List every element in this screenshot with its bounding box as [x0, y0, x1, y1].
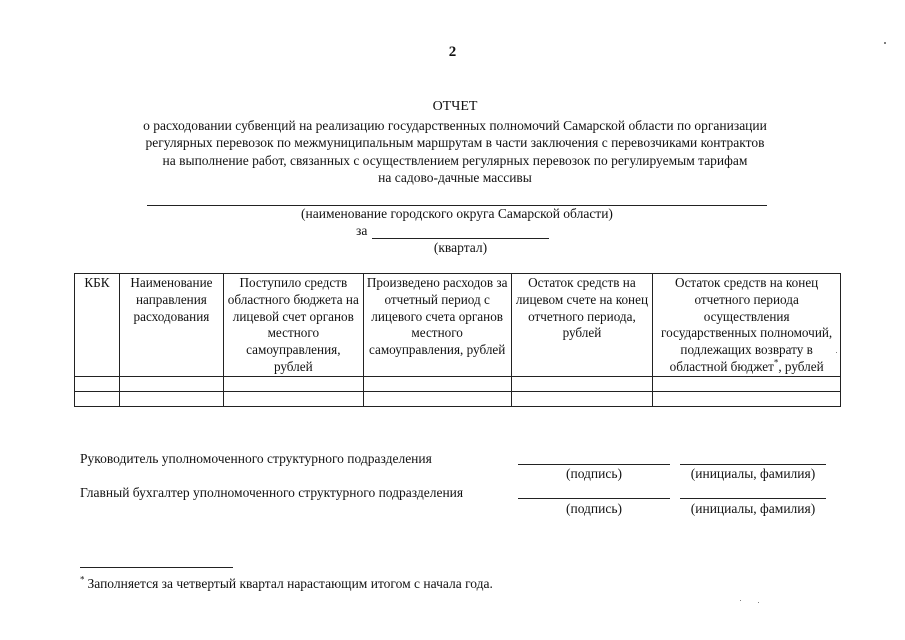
scan-speck [836, 352, 837, 353]
signature-caption: (подпись) [565, 466, 623, 481]
footnote-mark: * [773, 357, 779, 368]
page-number: 2 [448, 44, 457, 60]
footnote-separator [80, 567, 233, 568]
table-cell [119, 376, 223, 391]
table-header-row [75, 274, 841, 377]
name-caption: (инициалы, фамилия) [690, 466, 816, 481]
report-title: ОТЧЕТ [432, 99, 478, 114]
name-line [680, 498, 826, 499]
table-cell [75, 391, 120, 406]
period-caption: (квартал) [433, 240, 488, 255]
signature-caption: (подпись) [565, 501, 623, 516]
column-header-spent: Произведено расходов за отчетный период с лицевого счета органов местного самоуправления, рублей [363, 274, 511, 377]
column-header-refund-text: Остаток средств на конец отчетного периода осуществления государственных полномочий, подлежащих возврату в областной бюджет [661, 275, 833, 374]
signature-role-accountant: Главный бухгалтер уполномоченного структурного подразделения [80, 485, 464, 500]
report-subtitle-line: о расходовании субвенций на реализацию государственных полномочий Самарской области по организации [143, 117, 767, 133]
table-row [75, 391, 841, 406]
table-cell [363, 376, 511, 391]
column-header-refund-unit: , рублей [778, 358, 824, 374]
table-cell [653, 391, 841, 406]
report-subtitle-line: на садово-дачные массивы [378, 170, 532, 185]
table-cell [75, 376, 120, 391]
table-cell [653, 376, 841, 391]
report-table [74, 273, 841, 407]
table-cell [223, 376, 363, 391]
scan-speck [884, 42, 886, 44]
signature-role-head: Руководитель уполномоченного структурного подразделения [80, 451, 432, 466]
column-header-balance: Остаток средств на лицевом счете на конец отчетного периода, рублей [511, 274, 653, 377]
footnote-mark: * [80, 574, 85, 585]
signature-line [518, 464, 670, 465]
footnote [80, 576, 493, 592]
column-header-refund [653, 274, 841, 377]
table-row [75, 376, 841, 391]
period-prefix: за [356, 223, 368, 238]
table-cell [363, 391, 511, 406]
table-cell [223, 391, 363, 406]
column-header-direction: Наименование направления расходования [119, 274, 223, 377]
report-subtitle-line: на выполнение работ, связанных с осуществлением регулярных перевозок по регулируемым тарифам [162, 152, 748, 168]
name-line [680, 464, 826, 465]
scan-speck [758, 602, 759, 603]
scan-speck [740, 600, 741, 601]
report-subtitle-line: регулярных перевозок по межмуниципальным маршрутам в части заключения с перевозчиками контрактов [145, 135, 765, 150]
table-cell [119, 391, 223, 406]
report-title-block [60, 98, 850, 187]
table-cell [511, 376, 653, 391]
signature-line [518, 498, 670, 499]
footnote-text: Заполняется за четвертый квартал нарастающим итогом с начала года. [87, 576, 493, 591]
name-caption: (инициалы, фамилия) [690, 501, 816, 516]
period-line [372, 238, 549, 239]
column-header-kbk: КБК [75, 274, 120, 377]
column-header-received: Поступило средств областного бюджета на лицевой счет органов местного самоуправления, рублей [223, 274, 363, 377]
district-caption: (наименование городского округа Самарской области) [301, 206, 613, 221]
table-cell [511, 391, 653, 406]
